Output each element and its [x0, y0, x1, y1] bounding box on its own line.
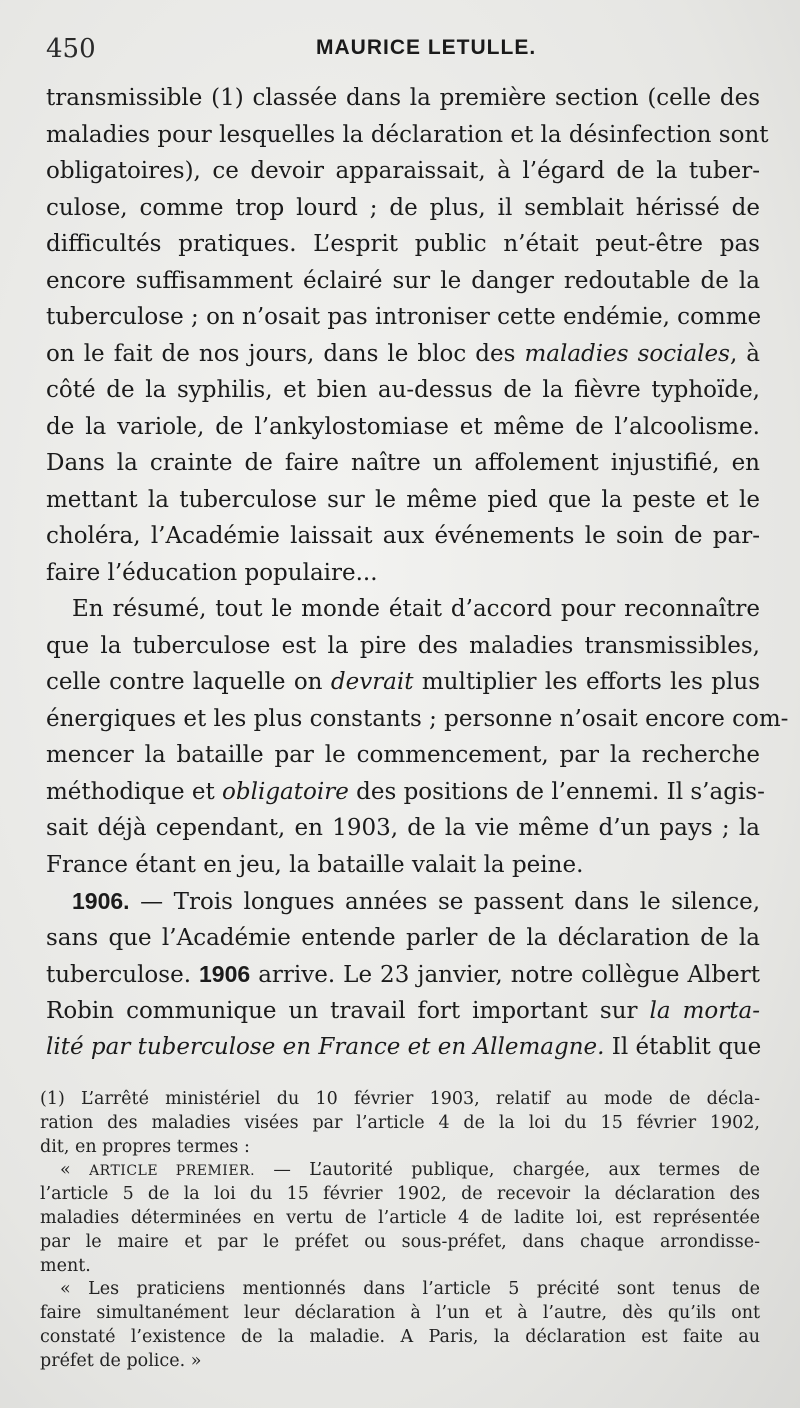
text-line: côté de la syphilis, et bien au-dessus de la fièvre typhoïde,: [46, 377, 760, 403]
italic-phrase: lité par tuberculose en France et en Allemagne.: [46, 1034, 605, 1060]
text-line: [46, 1029, 760, 1066]
text-segment: — Trois longues années se passent dans le silence,: [129, 889, 760, 915]
text-line: choléra, l’Académie laissait aux événements le soin de par-: [46, 523, 760, 549]
text-line: que la tuberculose est la pire des maladies transmissibles,: [46, 632, 760, 659]
footnote-line: dit, en propres termes :: [40, 1136, 250, 1157]
text-segment: on le fait de nos jours, dans le bloc des: [46, 340, 525, 367]
footnote-line: faire simultanément leur déclaration à l’un et à l’autre, dès qu’ils ont: [40, 1303, 760, 1324]
text-line: culose, comme trop lourd ; de plus, il semblait hérissé de: [46, 194, 760, 221]
footnote-line: par le maire et par le préfet ou sous-préfet, dans chaque arrondisse-: [40, 1231, 760, 1252]
footnote-line: (1) L’arrêté ministériel du 10 février 1903, relatif au mode de décla-: [40, 1089, 760, 1109]
footnote-line: « Les praticiens mentionnés dans l’article 5 précité sont tenus de: [60, 1279, 760, 1300]
text-line: faire l’éducation populaire...: [46, 559, 378, 586]
year-heading: 1906.: [72, 888, 130, 914]
footnotes: [40, 1088, 760, 1374]
text-line: [46, 993, 760, 1030]
text-line: France étant en jeu, la bataille valait la peine.: [46, 851, 584, 878]
text-segment: Il établit que: [604, 1034, 762, 1060]
italic-phrase: devrait: [330, 669, 414, 695]
text-segment: arrive. Le 23 janvier, notre collègue Albert: [250, 962, 760, 988]
text-line: [46, 774, 765, 811]
running-head: MAURICE LETULLE.: [316, 36, 537, 59]
footnote-line: [40, 1159, 760, 1183]
paragraph-start-line: [46, 883, 760, 920]
footnote-line: maladies déterminées en vertu de l’article 4 de ladite loi, est représentée: [40, 1207, 760, 1228]
footnote-line: constaté l’existence de la maladie. A Paris, la déclaration est faite au: [40, 1326, 760, 1347]
text-line: énergiques et les plus constants ; personne n’osait encore com-: [46, 705, 789, 732]
text-line: sans que l’Académie entende parler de la déclaration de la: [46, 924, 760, 951]
text-segment: — L’autorité publique, chargée, aux termes de: [255, 1160, 760, 1181]
italic-phrase: maladies sociales: [524, 340, 730, 367]
bold-year: 1906: [199, 961, 251, 987]
text-line: mettant la tuberculose sur le même pied que la peste et le: [46, 486, 760, 513]
text-segment: celle contre laquelle on: [46, 669, 331, 695]
text-line: [46, 664, 760, 701]
text-segment: , à: [729, 340, 761, 367]
text-line: obligatoires), ce devoir apparaissait, à l’égard de la tuber-: [46, 158, 760, 184]
text-line: maladies pour lesquelles la déclaration et la désinfection sont: [46, 121, 769, 148]
text-segment: des positions de l’ennemi. Il s’agis-: [348, 778, 765, 805]
text-line: sait déjà cependant, en 1903, de la vie même d’un pays ; la: [46, 815, 760, 841]
italic-phrase: obligatoire: [222, 778, 349, 805]
paragraph-start-line: En résumé, tout le monde était d’accord pour reconnaître: [72, 596, 760, 622]
page-header: [46, 34, 760, 74]
text-segment: multiplier les efforts les plus: [413, 669, 761, 695]
text-line: tuberculose ; on n’osait pas introniser cette endémie, comme: [46, 304, 762, 330]
footnote-line: préfet de police. »: [40, 1350, 202, 1371]
text-line: [46, 336, 760, 373]
text-segment: «: [60, 1160, 90, 1181]
text-line: [46, 956, 760, 993]
text-line: de la variole, de l’ankylostomiase et même de l’alcoolisme.: [46, 413, 760, 440]
page-number: 450: [46, 34, 96, 64]
italic-phrase: la morta-: [649, 997, 761, 1024]
text-segment: tuberculose.: [46, 962, 200, 988]
article-heading: ARTICLE PREMIER.: [89, 1163, 256, 1180]
footnote-line: ration des maladies visées par l’article 4 de la loi du 15 février 1902,: [40, 1112, 760, 1133]
text-line: encore suffisamment éclairé sur le danger redoutable de la: [46, 267, 760, 294]
text-line: mencer la bataille par le commencement, par la recherche: [46, 742, 760, 768]
body-text: [46, 80, 789, 1066]
text-segment: méthodique et: [46, 778, 223, 805]
text-line: difficultés pratiques. L’esprit public n’était peut-être pas: [46, 231, 760, 257]
text-segment: Robin communique un travail fort important sur: [46, 997, 650, 1024]
footnote-line: l’article 5 de la loi du 15 février 1902, de recevoir la déclaration des: [40, 1184, 760, 1205]
text-line: transmissible (1) classée dans la première section (celle des: [46, 85, 760, 111]
text-line: Dans la crainte de faire naître un affolement injustifié, en: [46, 450, 760, 476]
footnote-line: ment.: [40, 1255, 91, 1276]
